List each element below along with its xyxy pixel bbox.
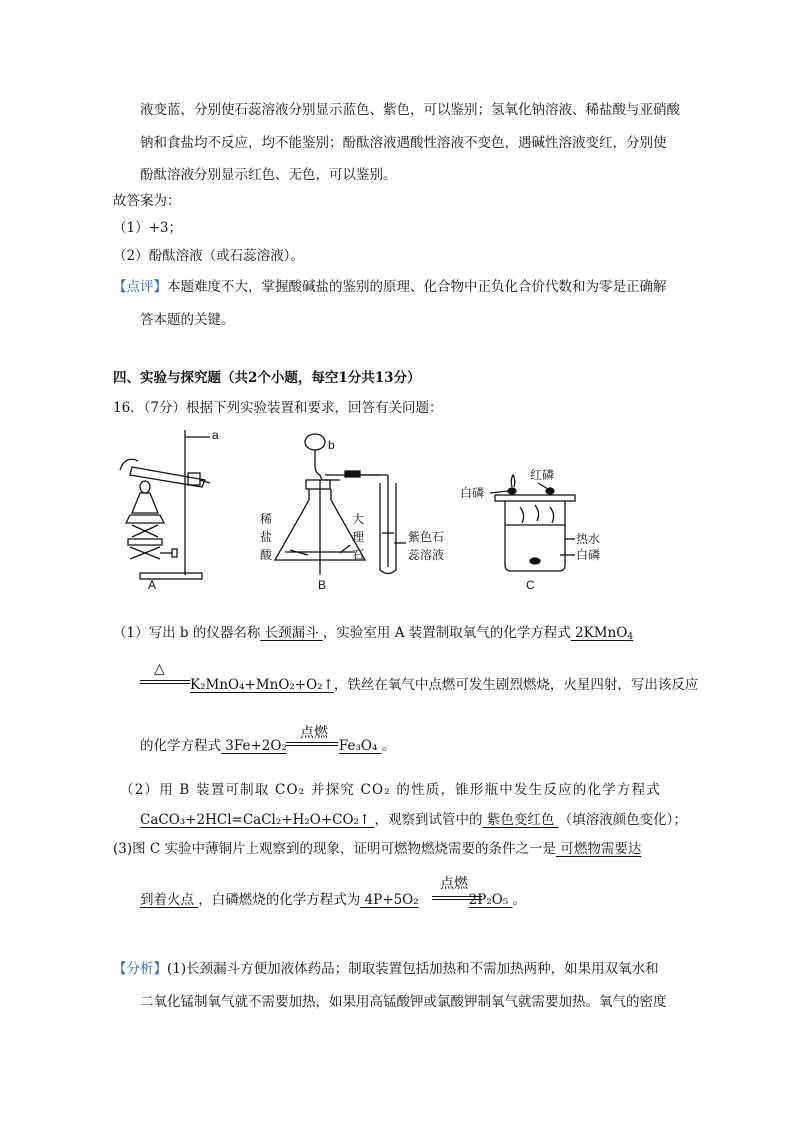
q2-line-1: （2）用 B 装置可制取 CO₂ 并探究 CO₂ 的性质，锥形瓶中发生反应的化学方程式 [120, 782, 661, 798]
question-16: 16．（7分）根据下列实验装置和要求，回答有关问题： [113, 400, 443, 416]
analysis-line-1: 【分析】(1)长颈漏斗方便加液体药品；制取装置包括加热和不需加热两种，如果用双氧水和 [113, 961, 659, 977]
label-C: C [526, 578, 535, 592]
white-phosphorus-top-label: 白磷 [460, 486, 485, 500]
q3-line-1: (3)图 C 实验中薄铜片上观察到的现象，证明可燃物燃烧需要的条件之一是 可燃物需要达 [113, 841, 642, 857]
equation-phosphorus: 4P+5O₂ 2P₂O₅ [360, 892, 513, 908]
marble-3: 石 [352, 548, 365, 562]
marble-2: 理 [352, 530, 365, 544]
dilute-hcl-2: 盐 [260, 530, 273, 544]
condition-heat-symbol: △ [154, 661, 165, 677]
answer-1: （1）+3； [113, 220, 182, 236]
dilute-hcl-1: 稀 [260, 512, 273, 526]
equation-arrow [432, 896, 482, 900]
apparatus-figure [110, 425, 601, 600]
answer-blank-funnel: 长颈漏斗 [260, 625, 323, 641]
label-B: B [318, 578, 327, 592]
paragraph-line: 酚酞溶液分别显示红色、无色，可以鉴别。 [140, 167, 397, 183]
equation-arrow [286, 742, 338, 746]
paragraph-line: 钠和食盐均不反应，均不能鉴别；酚酞溶液遇酸性溶液不变色，遇碱性溶液变红，分别使 [140, 135, 667, 151]
equation-caco3: CaCO₃+2HCl=CaCl₂+H₂O+CO₂↑ [140, 812, 375, 828]
comment-line [113, 278, 667, 296]
comment-tag: 【点评】 [113, 279, 167, 295]
q1-line-3: 的化学方程式 3Fe+2O₂ Fe₃O₄ 。 [140, 738, 396, 754]
label-A: A [148, 578, 157, 592]
q3-line-2: 到着火点 ，白磷燃烧的化学方程式为 4P+5O₂ 2P₂O₅ 。 [140, 892, 527, 908]
q1-line-1: （1）写出 b 的仪器名称 长颈漏斗 ，实验室用 A 装置制取氧气的化学方程式 2KMnO$_4$ [113, 625, 634, 642]
litmus-1: 紫色石 [408, 530, 445, 544]
analysis-tag: 【分析】 [113, 961, 167, 977]
q1-line-2: K₂MnO₄+MnO₂+O₂↑，铁丝在氧气中点燃可发生剧烈燃烧，火星四射，写出该反应 [190, 677, 699, 693]
condition-ignite: 点燃 [300, 725, 328, 741]
equation-arrow [140, 680, 190, 684]
answer-blank-color: 紫色变红色 [482, 812, 559, 828]
litmus-2: 蕊溶液 [408, 548, 445, 562]
answer-blank-condition: 可燃物需要达 [556, 841, 642, 857]
answer-intro: 故答案为： [113, 193, 181, 209]
paragraph-line: 液变蓝，分别使石蕊溶液分别显示蓝色、紫色，可以鉴别；氢氧化钠溶液、稀盐酸与亚硝酸 [140, 102, 680, 118]
comment-line-2: 答本题的关键。 [140, 312, 235, 328]
marble-1: 大 [352, 512, 365, 526]
analysis-line-2: 二氧化锰制氧气就不需要加热，如果用高锰酸钾或氯酸钾制氧气就需要加热。氧气的密度 [140, 994, 667, 1010]
equation-product: K₂MnO₄+MnO₂+O₂↑ [190, 677, 334, 693]
hot-water-label: 热水 [576, 532, 601, 546]
red-phosphorus-label: 红磷 [530, 468, 555, 482]
dilute-hcl-3: 酸 [260, 548, 273, 562]
equation-iron: 3Fe+2O₂ Fe₃O₄ [221, 738, 382, 754]
label-b: b [328, 438, 335, 452]
condition-ignite-p: 点燃 [440, 876, 468, 892]
label-a: a [212, 428, 219, 442]
white-phosphorus-bottom-label: 白磷 [576, 548, 601, 562]
comment-text: 本题难度不大，掌握酸碱盐的鉴别的原理、化合物中正负化合价代数和为零是正确解 [167, 279, 667, 295]
answer-2: （2）酚酞溶液（或石蕊溶液）。 [113, 248, 304, 264]
q2-line-2: CaCO₃+2HCl=CaCl₂+H₂O+CO₂↑ ，观察到试管中的 紫色变红色 （填溶液颜色变化）； [140, 812, 687, 828]
section-title: 四、实验与探究题（共2个小题，每空1分共13分） [113, 370, 421, 386]
answer-blank-kmno4: 2KMnO$_4$ [570, 625, 634, 642]
